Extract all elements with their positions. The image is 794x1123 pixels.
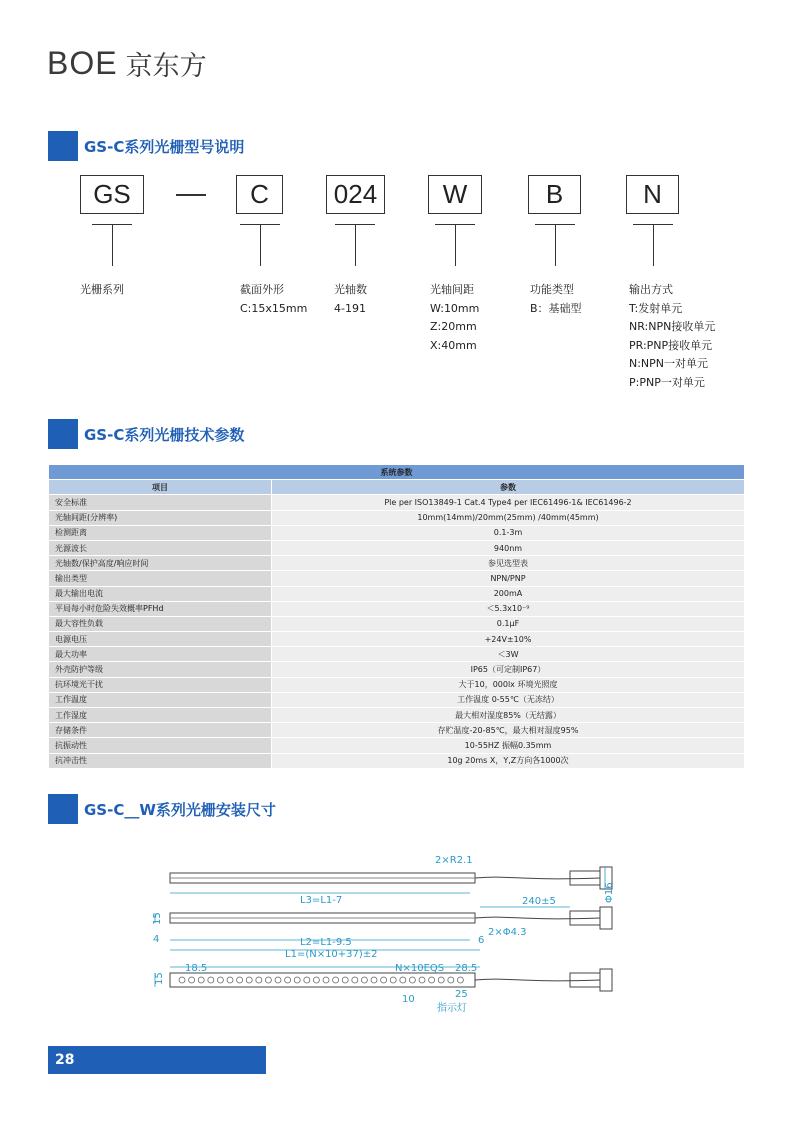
header-item: 项目	[49, 480, 272, 495]
row-item: 电源电压	[49, 632, 272, 647]
row-value: 存贮温度-20-85℃，最大相对湿度95%	[272, 723, 745, 738]
table-row	[49, 586, 745, 601]
leader-stem	[355, 224, 356, 266]
row-item: 输出类型	[49, 571, 272, 586]
led-lens	[448, 977, 454, 983]
table-row	[49, 556, 745, 571]
leader-stem	[555, 224, 556, 266]
row-value: 大于10，000lx 环境光照度	[272, 677, 745, 692]
dim-18-5: 18.5	[185, 963, 208, 974]
desc-series	[80, 281, 124, 300]
row-value: ＜5.3x10⁻⁹	[272, 601, 745, 616]
led-lens	[361, 977, 367, 983]
led-lens	[333, 977, 339, 983]
table-caption-row	[49, 465, 745, 480]
dim-25: 25	[455, 989, 468, 1000]
desc-line: B：基础型	[530, 301, 582, 315]
section-model-heading	[48, 131, 244, 161]
section-spec-heading	[48, 419, 244, 449]
desc-line: 功能类型	[530, 283, 574, 296]
desc-section	[240, 281, 307, 318]
led-array	[179, 977, 463, 983]
section-title: GS-C__W系列光栅安装尺寸	[84, 800, 276, 819]
row-item: 工作湿度	[49, 708, 272, 723]
desc-line: 光轴间距	[430, 283, 474, 296]
row-value: 10g 20ms X，Y,Z方向各1000次	[272, 753, 745, 768]
led-lens	[189, 977, 195, 983]
code-box-section: C	[236, 175, 283, 214]
table-row	[49, 632, 745, 647]
led-lens	[265, 977, 271, 983]
led-lens	[419, 977, 425, 983]
section-dimension-heading	[48, 794, 276, 824]
led-lens	[381, 977, 387, 983]
led-lens	[198, 977, 204, 983]
indicator-label: 指示灯	[437, 1003, 467, 1014]
row-value: 940nm	[272, 540, 745, 555]
code-box-pitch: W	[428, 175, 482, 214]
dim-l3: L3=L1-7	[300, 895, 343, 906]
desc-line: W:10mm	[430, 301, 480, 315]
dim-height-15b: 15	[154, 972, 165, 985]
dim-10: 10	[402, 994, 415, 1005]
table-row	[49, 510, 745, 525]
led-lens	[256, 977, 262, 983]
section-marker	[48, 131, 78, 161]
row-item: 检测距离	[49, 525, 272, 540]
row-item: 抗环境光干扰	[49, 677, 272, 692]
dim-six: 6	[478, 935, 485, 946]
desc-line: PR:PNP接收单元	[629, 338, 713, 352]
dim-hole: 2×Φ4.3	[488, 927, 527, 938]
desc-line: 输出方式	[629, 283, 673, 296]
row-item: 光轴间距(分辨率)	[49, 510, 272, 525]
row-value: 参见选型表	[272, 556, 745, 571]
row-value: 0.1-3m	[272, 525, 745, 540]
row-item: 光源波长	[49, 540, 272, 555]
section-marker	[48, 419, 78, 449]
desc-axes	[334, 281, 367, 318]
row-item: 抗振动性	[49, 738, 272, 753]
row-value: 200mA	[272, 586, 745, 601]
desc-line: 4-191	[334, 301, 366, 315]
led-lens	[275, 977, 281, 983]
row-item: 最大输出电流	[49, 586, 272, 601]
dim-cable-length: 240±5	[522, 896, 556, 907]
row-item: 安全标准	[49, 495, 272, 510]
logo-en: BOE	[47, 45, 118, 81]
code-box-function: B	[528, 175, 581, 214]
section-title: GS-C系列光栅技术参数	[84, 425, 245, 444]
dim-l2: L2=L1-9.5	[300, 937, 352, 948]
led-lens	[457, 977, 463, 983]
desc-line: P:PNP一对单元	[629, 375, 705, 389]
desc-line: NR:NPN接收单元	[629, 320, 716, 333]
row-value: 10mm(14mm)/20mm(25mm) /40mm(45mm)	[272, 510, 745, 525]
table-row	[49, 708, 745, 723]
led-lens	[294, 977, 300, 983]
cable	[475, 979, 600, 981]
table-row	[49, 495, 745, 510]
led-lens	[409, 977, 415, 983]
row-item: 平局每小时危险失效概率PFHd	[49, 601, 272, 616]
section-title: GS-C系列光栅型号说明	[84, 137, 245, 156]
desc-pitch	[430, 281, 479, 355]
row-item: 最大功率	[49, 647, 272, 662]
row-value: NPN/PNP	[272, 571, 745, 586]
desc-line: 截面外形	[240, 283, 284, 296]
light-curtain-bar	[170, 973, 475, 987]
dim-28-5: 28.5	[455, 963, 478, 974]
cable	[475, 917, 600, 919]
led-lens	[438, 977, 444, 983]
dim-diameter: Φ16	[604, 882, 615, 903]
table-row	[49, 723, 745, 738]
leader-stem	[653, 224, 654, 266]
row-item: 外壳防护等级	[49, 662, 272, 677]
row-value: Ple per ISO13849-1 Cat.4 Type4 per IEC61496-1& IEC61496-2	[272, 495, 745, 510]
desc-line: Z:20mm	[430, 320, 477, 333]
code-box-axes: 024	[326, 175, 385, 214]
brand-logo	[47, 44, 207, 83]
connector-head	[600, 907, 612, 929]
table-row	[49, 738, 745, 753]
dim-height-15: 15	[152, 912, 163, 925]
row-value: 最大相对湿度85%（无结露）	[272, 708, 745, 723]
led-lens	[237, 977, 243, 983]
row-value: +24V±10%	[272, 632, 745, 647]
table-row	[49, 525, 745, 540]
leader-stem	[112, 224, 113, 266]
table-row	[49, 692, 745, 707]
leader-stem	[455, 224, 456, 266]
desc-line: 光轴数	[334, 283, 367, 296]
led-lens	[227, 977, 233, 983]
led-lens	[208, 977, 214, 983]
led-lens	[285, 977, 291, 983]
row-value: 0.1μF	[272, 616, 745, 631]
dim-l1: L1=(N×10+37)±2	[285, 949, 378, 960]
led-lens	[179, 977, 185, 983]
desc-line: X:40mm	[430, 338, 477, 352]
table-row	[49, 753, 745, 768]
led-lens	[304, 977, 310, 983]
dim-pitch: N×10EQS	[395, 963, 445, 974]
table-row	[49, 571, 745, 586]
led-lens	[217, 977, 223, 983]
desc-line: C:15x15mm	[240, 301, 308, 315]
row-item: 光轴数/保护高度/响应时间	[49, 556, 272, 571]
table-row	[49, 662, 745, 677]
page-number: 28	[55, 1052, 75, 1068]
led-lens	[246, 977, 252, 983]
leader-stem	[260, 224, 261, 266]
led-lens	[400, 977, 406, 983]
dim-height-4: 4	[153, 934, 160, 945]
led-lens	[429, 977, 435, 983]
code-box-series: GS	[80, 175, 144, 214]
led-lens	[313, 977, 319, 983]
desc-line: N:NPN一对单元	[629, 357, 709, 370]
dim-radius: 2×R2.1	[435, 855, 473, 866]
row-value: IP65（可定制IP67）	[272, 662, 745, 677]
table-row	[49, 647, 745, 662]
row-item: 最大容性负载	[49, 616, 272, 631]
logo-cn: 京东方	[125, 51, 207, 82]
desc-output	[629, 281, 715, 392]
table-row	[49, 616, 745, 631]
row-value: 10-55HZ 振幅0.35mm	[272, 738, 745, 753]
led-lens	[371, 977, 377, 983]
table-row	[49, 677, 745, 692]
row-value: ＜3W	[272, 647, 745, 662]
desc-line: T:发射单元	[629, 301, 683, 315]
led-lens	[323, 977, 329, 983]
cable	[475, 877, 600, 879]
spec-table	[48, 464, 745, 769]
connector-head	[600, 969, 612, 991]
row-value: 工作温度 0-55℃（无冻结）	[272, 692, 745, 707]
table-row	[49, 601, 745, 616]
led-lens	[352, 977, 358, 983]
code-box-output: N	[626, 175, 679, 214]
table-caption: 系统参数	[49, 465, 745, 480]
table-row	[49, 540, 745, 555]
section-marker	[48, 794, 78, 824]
installation-drawing	[150, 845, 620, 1020]
desc-function	[530, 281, 582, 318]
row-item: 抗冲击性	[49, 753, 272, 768]
row-item: 工作温度	[49, 692, 272, 707]
desc-line: 光栅系列	[80, 283, 124, 296]
row-item: 存储条件	[49, 723, 272, 738]
header-param: 参数	[272, 480, 745, 495]
page-number-bar	[48, 1046, 266, 1074]
code-separator	[176, 194, 206, 196]
table-header-row	[49, 480, 745, 495]
led-lens	[390, 977, 396, 983]
led-lens	[342, 977, 348, 983]
